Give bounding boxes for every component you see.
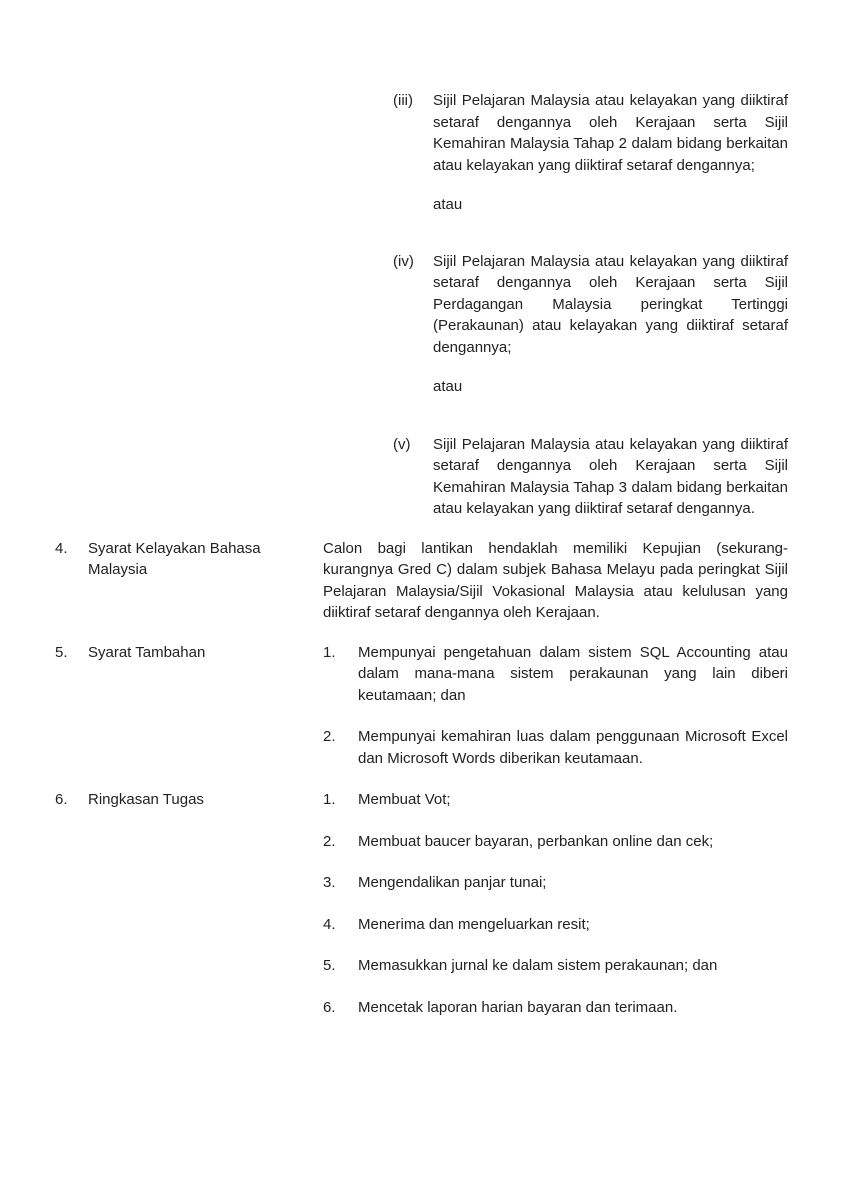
list-item — [323, 726, 788, 769]
list-item-number: 2. — [323, 728, 336, 745]
list-item-text: Mencetak laporan harian bayaran dan terimaan. — [358, 998, 678, 1016]
section-heading: Syarat Kelayakan Bahasa Malaysia — [88, 539, 261, 578]
section-number: 6. — [55, 791, 68, 808]
list-item-number: 1. — [323, 643, 336, 661]
section-heading: Syarat Tambahan — [88, 643, 206, 661]
list-item — [323, 789, 788, 811]
separator-word: atau — [433, 196, 463, 213]
section-heading: Ringkasan Tugas — [88, 791, 204, 808]
list-item — [393, 251, 788, 359]
list-item-number: 3. — [323, 874, 336, 891]
list-item-label: (v) — [393, 435, 411, 453]
section-body — [323, 538, 788, 624]
list-item-text: Sijil Pelajaran Malaysia atau kelayakan yang diiktiraf setaraf dengannya oleh Kerajaan serta Sijil Kemahiran Malaysia Tahap 3 dalam bidang berkaitan atau kelayakan yang diiktiraf setaraf dengannya. — [433, 435, 788, 517]
section-ringkasan-tugas — [55, 789, 788, 1018]
list-item-text: Memasukkan jurnal ke dalam sistem perakaunan; dan — [358, 957, 718, 974]
section-number: 5. — [55, 643, 68, 661]
list-item — [323, 997, 788, 1019]
list-item-text: Mempunyai pengetahuan dalam sistem SQL Accounting atau dalam mana-mana sistem perakaunan yang lain diberi keutamaan; dan — [358, 643, 788, 704]
list-item-text: Mempunyai kemahiran luas dalam penggunaan Microsoft Excel dan Microsoft Words diberikan keutamaan. — [358, 728, 788, 767]
list-item — [323, 831, 788, 853]
list-item-text: Mengendalikan panjar tunai; — [358, 874, 547, 891]
list-item — [323, 642, 788, 707]
section-body — [323, 789, 788, 1018]
list-item-text: Menerima dan mengeluarkan resit; — [358, 915, 590, 933]
list-item-text: Membuat baucer bayaran, perbankan online dan cek; — [358, 832, 714, 850]
section-paragraph: Calon bagi lantikan hendaklah memiliki Kepujian (sekurang-kurangnya Gred C) dalam subjek Bahasa Melayu pada peringkat Sijil Pelajaran Malaysia/Sijil Vokasional Malaysia atau kelulusan yang diiktiraf setaraf dengannya oleh Kerajaan. — [323, 539, 788, 621]
section-syarat-tambahan — [55, 642, 788, 770]
list-item-number: 5. — [323, 957, 336, 974]
qualification-continuation-list — [393, 90, 788, 520]
list-item-number: 4. — [323, 915, 336, 933]
list-item — [323, 872, 788, 894]
list-item-label: (iv) — [393, 252, 414, 270]
list-item-label: (iii) — [393, 92, 413, 109]
list-item-number: 6. — [323, 998, 336, 1016]
list-item-text: Membuat Vot; — [358, 791, 451, 808]
list-item — [393, 90, 788, 176]
list-item — [393, 434, 788, 520]
list-item-number: 2. — [323, 832, 336, 850]
list-item-text: Sijil Pelajaran Malaysia atau kelayakan yang diiktiraf setaraf dengannya oleh Kerajaan serta Sijil Perdagangan Malaysia peringkat Tertinggi (Perakaunan) atau kelayakan yang diiktiraf setaraf dengannya; — [433, 252, 788, 356]
separator-word: atau — [433, 378, 463, 395]
list-item — [323, 914, 788, 936]
section-body — [323, 642, 788, 770]
section-number: 4. — [55, 539, 68, 557]
list-item-number: 1. — [323, 791, 336, 808]
section-syarat-kelayakan-bahasa — [55, 538, 788, 624]
list-item-text: Sijil Pelajaran Malaysia atau kelayakan yang diiktiraf setaraf dengannya oleh Kerajaan serta Sijil Kemahiran Malaysia Tahap 2 dalam bidang berkaitan atau kelayakan yang diiktiraf setaraf dengannya; — [433, 92, 788, 174]
list-item — [323, 955, 788, 977]
